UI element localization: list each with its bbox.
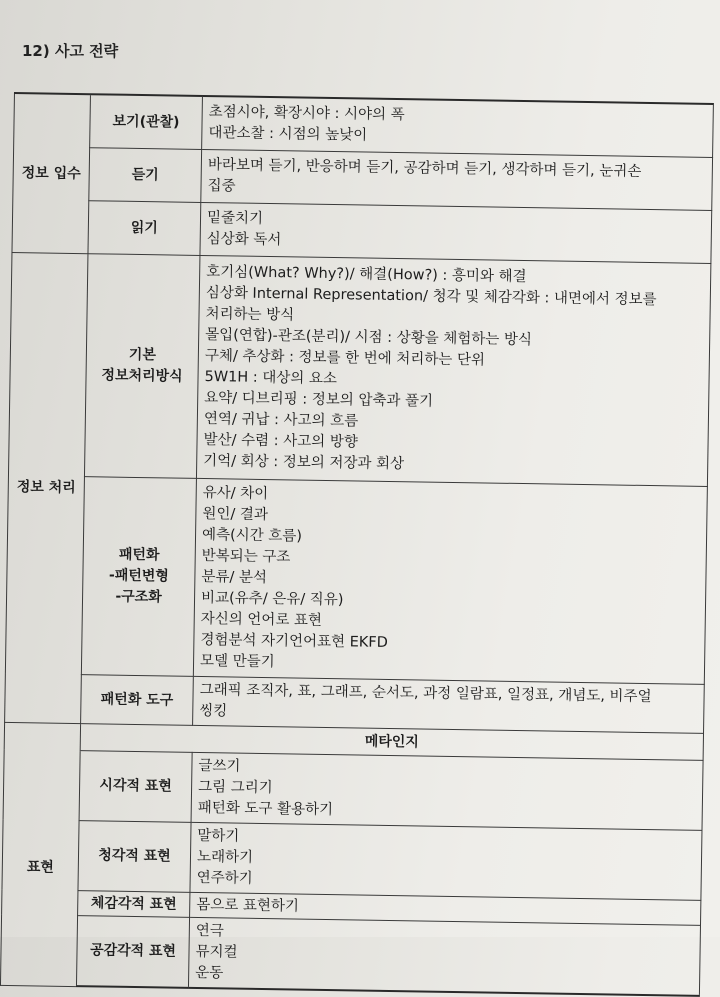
thinking-strategy-table xyxy=(0,92,714,997)
list-item: 집중 xyxy=(207,178,236,195)
table-row xyxy=(5,475,707,684)
category-expression xyxy=(0,749,80,986)
items-read xyxy=(200,202,712,263)
list-item: 대관소찰 : 시점의 높낮이 xyxy=(208,125,368,144)
list-item: 뮤지컬 xyxy=(195,943,238,961)
list-item: 글쓰기 xyxy=(198,757,241,775)
subcategory-kinesthetic xyxy=(78,891,190,918)
table-row xyxy=(8,252,710,486)
list-item: 경험분석 자기언어표현 EKFD xyxy=(200,631,388,651)
category-label: 표현 xyxy=(26,858,54,876)
list-item: 몰입(연합)-관조(분리)/ 시점 : 상황을 체험하는 방식 xyxy=(205,327,533,349)
list-item: 예측(시간 흐름) xyxy=(201,527,303,545)
list-item: 연극 xyxy=(195,922,224,940)
list-item: 심상화 독서 xyxy=(206,231,282,249)
list-item: 원인/ 결과 xyxy=(202,506,269,524)
subcategory-label: -구조화 xyxy=(115,588,162,606)
list-item: 몸으로 표현하기 xyxy=(196,896,300,915)
list-item: 바라보며 듣기, 반응하며 듣기, 공감하며 듣기, 생각하며 듣기, 눈귀손 xyxy=(207,157,642,180)
list-item: 밑줄치기 xyxy=(206,210,264,227)
items-basic-processing xyxy=(196,255,710,486)
subcategory-label: 듣기 xyxy=(131,166,159,183)
list-item: 패턴화 도구 활용하기 xyxy=(197,799,334,819)
category-label: 정보 처리 xyxy=(16,479,76,497)
list-item: 자신의 언어로 표현 xyxy=(200,610,323,629)
subcategory-auditory xyxy=(78,821,191,893)
items-auditory xyxy=(190,822,702,900)
items-listen xyxy=(201,149,713,210)
category-spacer xyxy=(4,722,80,750)
items-visual xyxy=(191,752,703,830)
section-heading: 12) 사고 전략 xyxy=(22,42,119,60)
subcategory-label: 시각적 표현 xyxy=(99,777,172,795)
subcategory-read xyxy=(88,201,201,256)
subcategory-listen xyxy=(89,148,202,203)
list-item: 기억/ 회상 : 정보의 저장과 회상 xyxy=(203,453,405,473)
subcategory-label: 패턴화 xyxy=(118,546,160,564)
list-item: 심상화 Internal Representation/ 청각 및 체감각화 : 내면에서 정보를 xyxy=(205,285,657,309)
list-item: 처리하는 방식 xyxy=(205,306,295,324)
list-item: 운동 xyxy=(195,964,224,982)
list-item: 반복되는 구조 xyxy=(201,548,291,566)
subcategory-label: 청각적 표현 xyxy=(98,847,171,865)
list-item: 노래하기 xyxy=(196,848,254,866)
subcategory-label: 기본 xyxy=(128,346,157,364)
list-item: 연주하기 xyxy=(196,869,253,887)
subcategory-synesthetic xyxy=(76,916,189,988)
list-item: 구체/ 추상화 : 정보를 한 번에 처리하는 단위 xyxy=(204,348,486,369)
list-item: 비교(유추/ 은유/ 직유) xyxy=(200,590,344,609)
subcategory-label: 체감각적 표현 xyxy=(90,894,177,913)
subcategory-label: 읽기 xyxy=(130,219,159,236)
category-label: 정보 입수 xyxy=(21,164,81,182)
list-item: 호기심(What? Why?)/ 해결(How?) : 흥미와 해결 xyxy=(206,264,527,286)
subcategory-pattern-tools xyxy=(81,675,194,726)
list-item: 씽킹 xyxy=(199,702,228,720)
subcategory-basic-processing xyxy=(84,254,199,479)
items-pattern-tools xyxy=(193,676,705,733)
list-item: 모델 만들기 xyxy=(199,652,275,671)
list-item: 연역/ 귀납 : 사고의 흐름 xyxy=(203,411,359,430)
list-item: 초점시야, 확장시야 : 시야의 폭 xyxy=(208,104,405,124)
category-input xyxy=(12,93,90,254)
list-item: 그림 그리기 xyxy=(197,778,273,797)
items-synesthetic xyxy=(188,917,700,996)
list-item: 말하기 xyxy=(197,827,240,845)
subcategory-label: 공감각적 표현 xyxy=(89,942,177,960)
category-processing xyxy=(5,252,88,723)
subcategory-observe xyxy=(90,94,203,149)
list-item: 그래픽 조직자, 표, 그래프, 순서도, 과정 일람표, 일정표, 개념도, 비주얼 xyxy=(199,681,652,706)
subcategory-patterning xyxy=(81,477,196,677)
items-observe xyxy=(202,96,714,158)
list-item: 유사/ 차이 xyxy=(202,485,269,503)
table-row xyxy=(0,914,700,995)
subcategory-visual xyxy=(79,751,192,823)
subcategory-label: 패턴화 도구 xyxy=(100,690,174,709)
subcategory-label: 정보처리방식 xyxy=(101,367,183,385)
subcategory-label: 보기(관찰) xyxy=(112,113,180,131)
metacognition-label: 메타인지 xyxy=(364,733,420,750)
table-row xyxy=(2,819,702,900)
items-patterning xyxy=(193,478,707,684)
list-item: 요약/ 디브리핑 : 정보의 압축과 풀기 xyxy=(204,390,434,410)
table-row xyxy=(3,749,703,830)
list-item: 5W1H : 대상의 요소 xyxy=(204,369,338,388)
list-item: 발산/ 수렴 : 사고의 방향 xyxy=(203,432,358,451)
subcategory-label: -패턴변형 xyxy=(108,567,169,585)
list-item: 분류/ 분석 xyxy=(201,569,268,587)
